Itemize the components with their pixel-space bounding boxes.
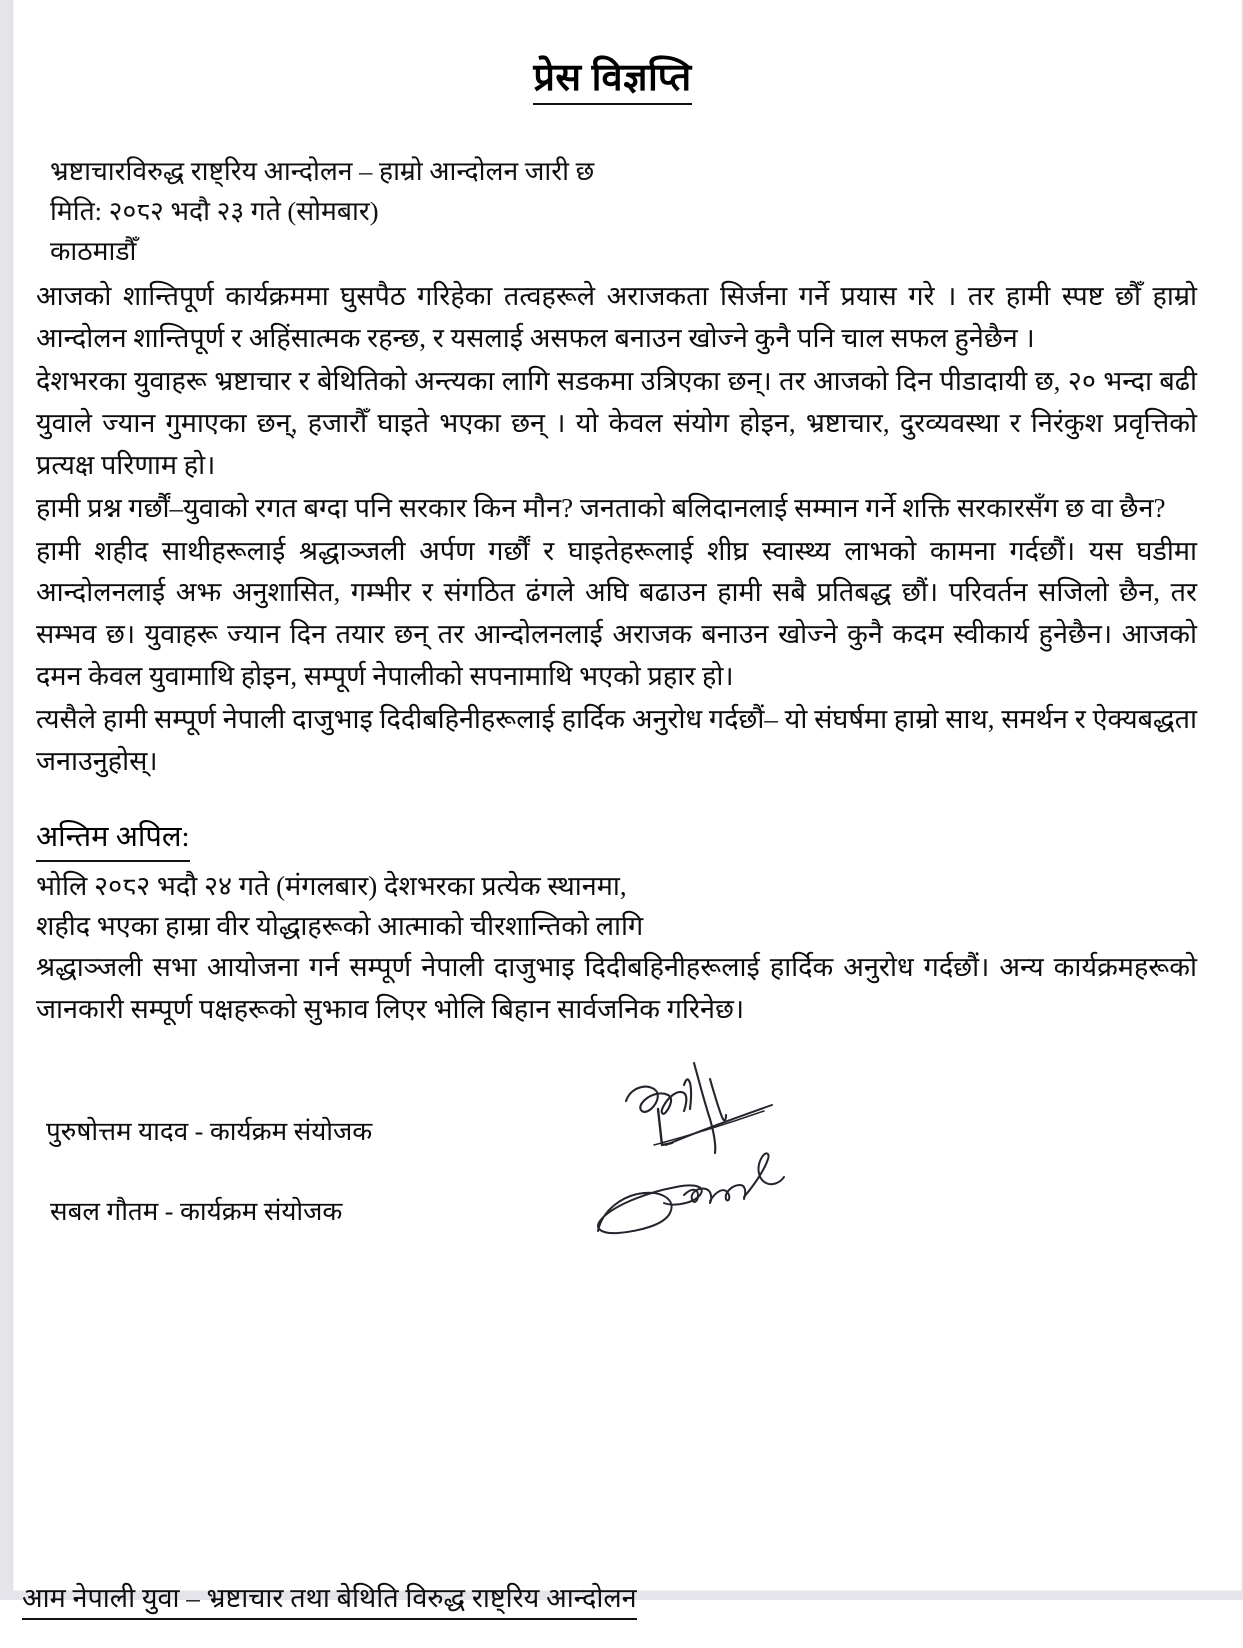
document-sheet: [14, 0, 1241, 1613]
final-appeal-heading-text: अन्तिम अपिल:: [36, 818, 190, 861]
movement-title-line: भ्रष्टाचारविरुद्ध राष्ट्रिय आन्दोलन – हाम्रो आन्दोलन जारी छ: [50, 155, 595, 186]
paragraph-2: देशभरका युवाहरू भ्रष्टाचार र बेथितिको अन्त्यका लागि सडकमा उत्रिएका छन्। तर आजको दिन पीडादायी छ, २० भन्दा बढी युवाले ज्यान गुमाएका छन्, हजारौँ घाइते भएका छन् । यो केवल संयोग होइन, भ्रष्टाचार, दुरव्यवस्था र निरंकुश प्रवृत्तिको प्रत्यक्ष परिणाम हो।: [36, 365, 1197, 480]
paragraph-5: त्यसैले हामी सम्पूर्ण नेपाली दाजुभाइ दिदीबहिनीहरूलाई हार्दिक अनुरोध गर्दछौं– यो संघर्षमा हाम्रो साथ, समर्थन र ऐक्यबद्धता जनाउनुहोस्।: [36, 704, 1197, 777]
organization-footer: [22, 1581, 637, 1620]
date-line: मिति: २०८२ भदौ २३ गते (सोमबार): [50, 196, 379, 227]
final-appeal-heading: [28, 818, 1197, 861]
organization-footer-text: आम नेपाली युवा – भ्रष्टाचार तथा बेथिति विरुद्ध राष्ट्रिय आन्दोलन: [22, 1581, 637, 1620]
signatory-2: सबल गौतम - कार्यक्रम संयोजक: [50, 1196, 343, 1226]
signatory-1: पुरुषोत्तम यादव - कार्यक्रम संयोजक: [46, 1116, 373, 1146]
place-line: काठमाडौँ: [50, 236, 137, 267]
final-appeal-line-2: शहीद भएका हाम्रा वीर योद्धाहरूको आत्माको चीरशान्तिको लागि: [36, 911, 644, 942]
paragraph-4: हामी शहीद साथीहरूलाई श्रद्धाञ्जली अर्पण गर्छौं र घाइतेहरूलाई शीघ्र स्वास्थ्य लाभको कामना गर्दछौं। यस घडीमा आन्दोलनलाई अझ अनुशासित, गम्भीर र संगठित ढंगले अघि बढाउन हामी सबै प्रतिबद्ध छौं। परिवर्तन सजिलो छैन, तर सम्भव छ। युवाहरू ज्यान दिन तयार छन् तर आन्दोलनलाई अराजक बनाउन खोज्ने कुनै कदम स्वीकार्य हुनेछैन। आजको दमन केवल युवामाथि होइन, सम्पूर्ण नेपालीको सपनामाथि भएको प्रहार हो।: [36, 535, 1197, 692]
section-spacer: [28, 784, 1197, 818]
final-appeal-line-1: भोलि २०८२ भदौ २४ गते (मंगलबार) देशभरका प्रत्येक स्थानमा,: [36, 870, 627, 901]
header-block: [28, 151, 1197, 272]
paragraph-3: हामी प्रश्न गर्छौं–युवाको रगत बग्दा पनि सरकार किन मौन? जनताको बलिदानलाई सम्मान गर्ने शक्ति सरकारसँग छ वा छैन?: [36, 492, 1166, 523]
page-title: [28, 58, 1197, 105]
document-content: [14, 58, 1241, 1648]
paragraph-1: आजको शान्तिपूर्ण कार्यक्रममा घुसपैठ गरिहेका तत्वहरूले अराजकता सिर्जना गर्ने प्रयास गरे । तर हामी स्पष्ट छौँ हाम्रो आन्दोलन शान्तिपूर्ण र अहिंसात्मक रहन्छ, र यसलाई असफल बनाउन खोज्ने कुनै पनि चाल सफल हुनेछैन ।: [36, 280, 1197, 353]
final-appeal-paragraph: श्रद्धाञ्जली सभा आयोजना गर्न सम्पूर्ण नेपाली दाजुभाइ दिदीबहिनीहरूलाई हार्दिक अनुरोध गर्दछौं। अन्य कार्यक्रमहरूको जानकारी सम्पूर्ण पक्षहरूको सुझाव लिएर भोलि बिहान सार्वजनिक गरिनेछ।: [36, 951, 1197, 1024]
signature-block: [28, 1057, 1197, 1237]
page-title-text: प्रेस विज्ञप्ति: [533, 58, 691, 105]
signature-mark-sabal: [588, 1145, 818, 1255]
body-block: [28, 276, 1197, 784]
